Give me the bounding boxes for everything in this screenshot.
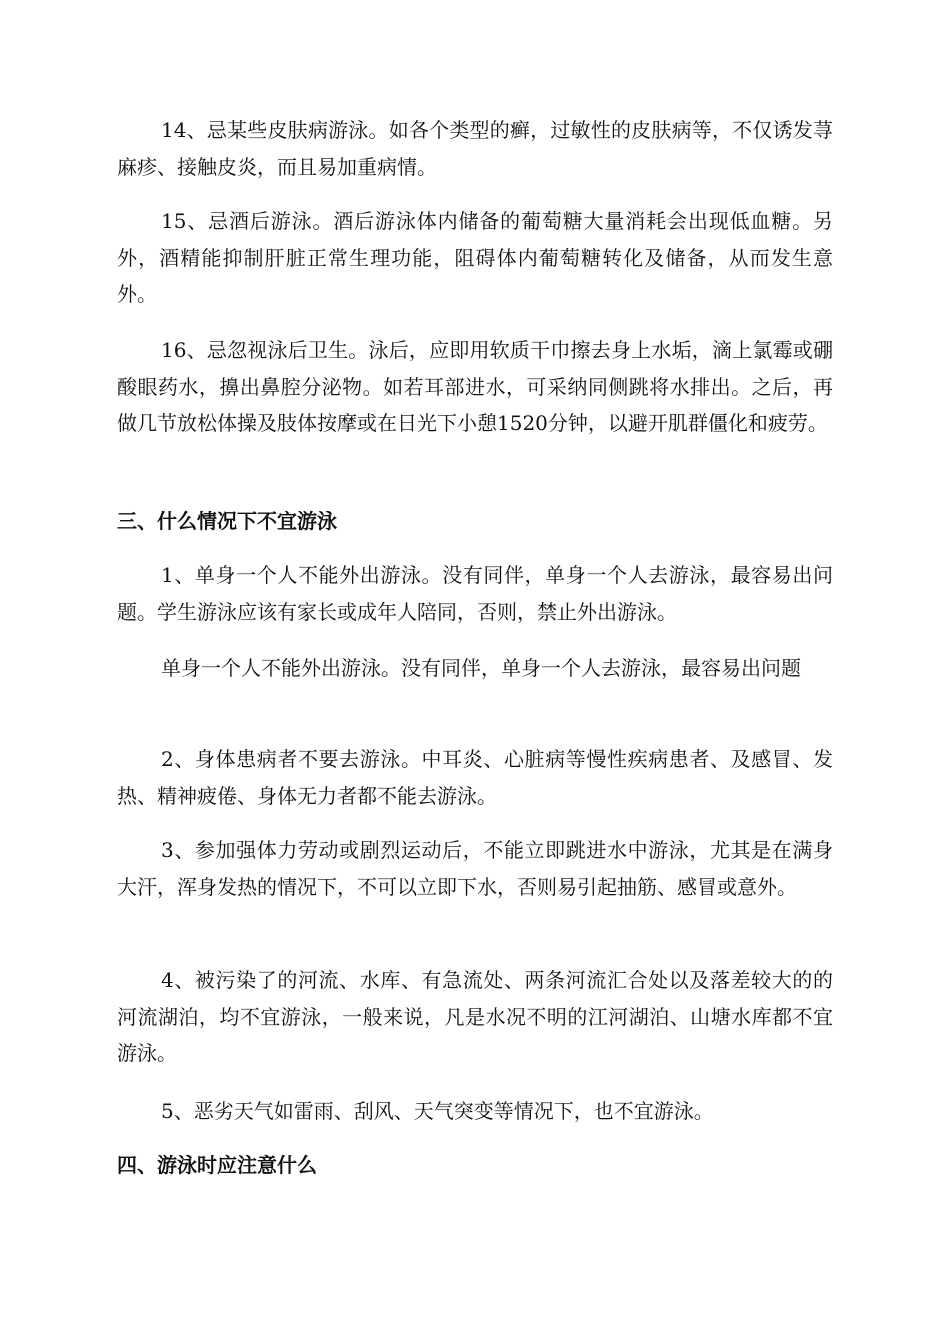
section-heading-3: 三、什么情况下不宜游泳 [117,509,337,533]
section3-item-2: 2、身体患病者不要去游泳。中耳炎、心脏病等慢性疾病患者、及感冒、发热、精神疲倦、身体无力者都不能去游泳。 [117,747,833,808]
paragraph-15: 15、忌酒后游泳。酒后游泳体内储备的葡萄糖大量消耗会出现低血糖。另外，酒精能抑制肝脏正常生理功能，阻碍体内葡萄糖转化及储备，从而发生意外。 [117,209,833,306]
section3-item-1: 1、单身一个人不能外出游泳。没有同伴，单身一个人去游泳，最容易出问题。学生游泳应该有家长或成年人陪同，否则，禁止外出游泳。 [117,563,833,624]
paragraph-16: 16、忌忽视泳后卫生。泳后，应即用软质干巾擦去身上水垢，滴上氯霉或硼酸眼药水，擤出鼻腔分泌物。如若耳部进水，可采纳同侧跳将水排出。之后，再做几节放松体操及肢体按摩或在日光下小憩1520分钟，以避开肌群僵化和疲劳。 [117,338,833,435]
section-heading-4: 四、游泳时应注意什么 [117,1153,317,1177]
section3-item-repeat: 单身一个人不能外出游泳。没有同伴，单身一个人去游泳，最容易出问题 [161,656,801,680]
section3-item-4: 4、被污染了的河流、水库、有急流处、两条河流汇合处以及落差较大的的河流湖泊，均不宜游泳，一般来说，凡是水况不明的江河湖泊、山塘水库都不宜游泳。 [117,968,833,1065]
section3-item-5: 5、恶劣天气如雷雨、刮风、天气突变等情况下，也不宜游泳。 [161,1099,714,1123]
paragraph-14: 14、忌某些皮肤病游泳。如各个类型的癣，过敏性的皮肤病等，不仅诱发荨麻疹、接触皮炎，而且易加重病情。 [117,118,833,179]
section3-item-3: 3、参加强体力劳动或剧烈运动后，不能立即跳进水中游泳，尤其是在满身大汗，浑身发热的情况下，不可以立即下水，否则易引起抽筋、感冒或意外。 [117,838,833,899]
